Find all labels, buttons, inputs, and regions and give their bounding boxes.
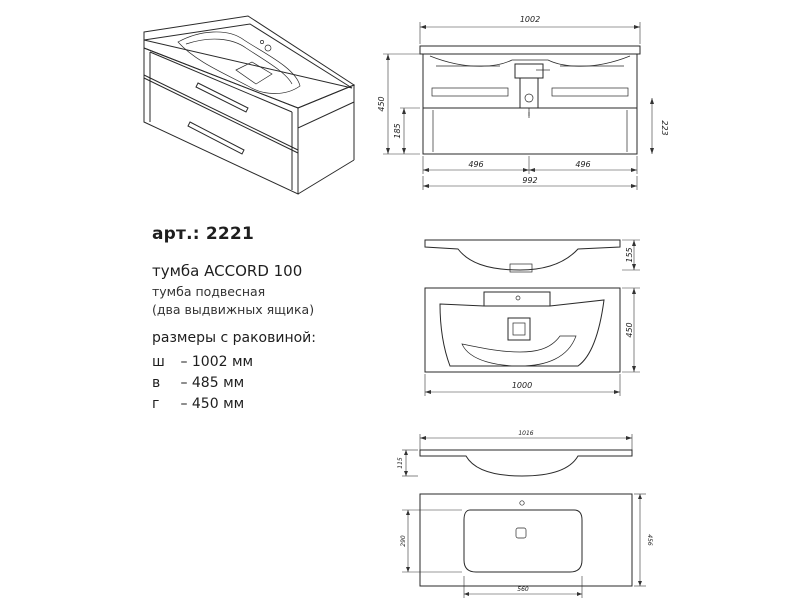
dims-heading: размеры с раковиной: (152, 330, 316, 346)
dim-side-height: 223 (660, 120, 669, 136)
basin-alt-profile (397, 430, 632, 476)
dim-accord-profile: 155 (625, 247, 634, 263)
dim-bottom-width: 992 (522, 176, 538, 185)
dim-key: в (152, 375, 161, 391)
dim-half-left: 496 (468, 160, 484, 169)
product-name: тумба ACCORD 100 (152, 262, 303, 280)
dim-value: – 450 мм (180, 396, 245, 412)
dim-height: 450 (377, 96, 386, 112)
article-number: арт.: 2221 (152, 224, 254, 244)
basin-accord-profile (425, 240, 640, 272)
dim-row-width (152, 354, 253, 370)
dim-alt-bowl-width: 560 (517, 586, 529, 593)
dim-value: – 485 мм (180, 375, 245, 391)
dim-accord-depth: 450 (625, 322, 634, 338)
dim-half-right: 496 (575, 160, 591, 169)
dim-value: – 1002 мм (180, 354, 254, 370)
dim-alt-bowl-depth: 290 (400, 535, 407, 547)
product-type-note: (два выдвижных ящика) (152, 302, 315, 317)
dim-alt-depth: 456 (646, 534, 653, 546)
dim-row-height (152, 375, 244, 391)
dim-drawer-height: 185 (393, 123, 402, 139)
dim-top-width: 1002 (519, 15, 541, 24)
dim-row-depth (152, 396, 244, 412)
basin-accord-top (425, 288, 640, 396)
dim-accord-width: 1000 (511, 381, 533, 390)
cabinet-perspective (144, 16, 354, 194)
cabinet-front-view (377, 15, 669, 190)
dim-key: ш (152, 354, 165, 370)
dim-alt-profile: 115 (397, 457, 404, 469)
dim-key: г (152, 396, 160, 412)
basin-alt-top (400, 494, 653, 598)
dim-alt-width: 1016 (518, 430, 534, 437)
product-type: тумба подвесная (152, 284, 266, 299)
